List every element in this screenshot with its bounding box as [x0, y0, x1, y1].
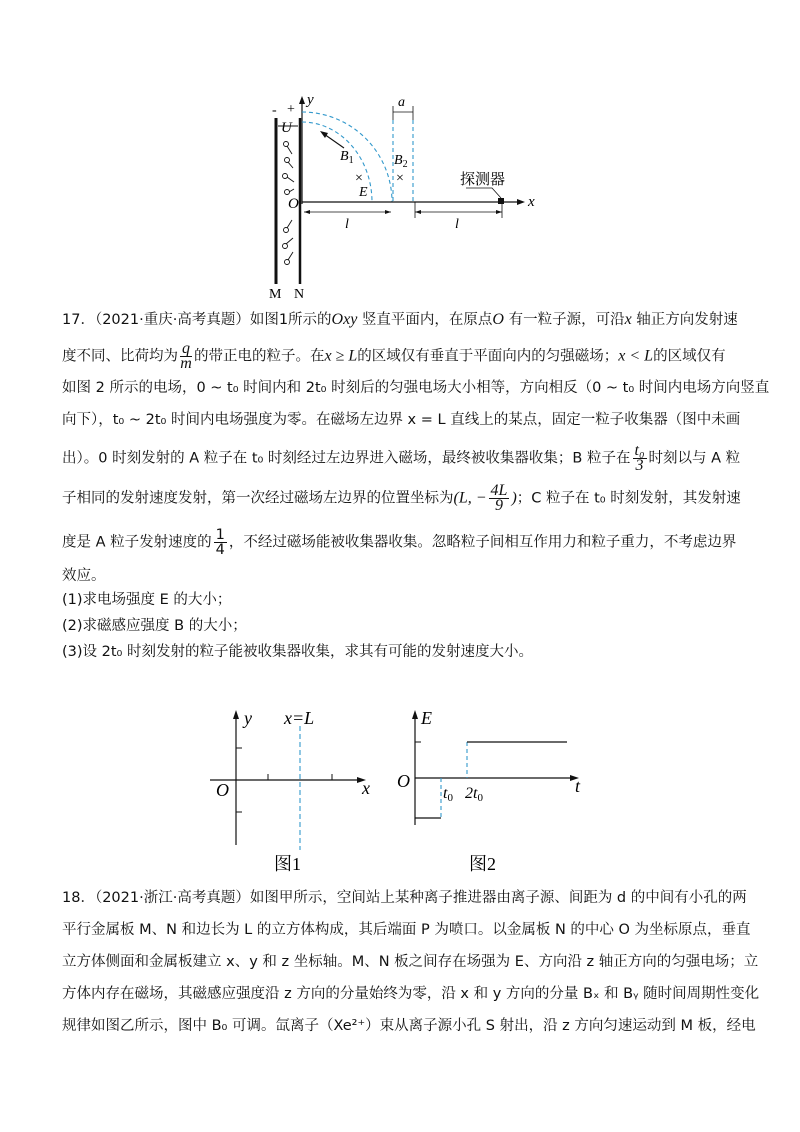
y-axis-arrowhead — [299, 96, 305, 104]
coord-open: (L, − — [453, 489, 487, 507]
frac-den: 3 — [635, 457, 644, 474]
b2-label: $B_2$ — [394, 153, 408, 170]
q18-text: 18．（2021·浙江·高考真题）如图甲所示，空间站上某种离子推进器由离子源、间距为 d 的中间有小孔的两 — [62, 890, 747, 906]
q17-sub-text: (3)设 2t₀ 时刻发射的粒子能被收集器收集，求其有可能的发射速度大小。 — [62, 644, 533, 660]
q17-sub-2 — [62, 616, 752, 636]
x-axis-arrowhead — [517, 199, 525, 205]
q17-text: 有一粒子源，可沿 — [503, 312, 625, 328]
frac-num: q — [182, 340, 190, 357]
q17-sub-text: (1)求电场强度 E 的大小； — [62, 592, 232, 608]
q18-line-4 — [62, 984, 760, 1004]
q17-sub-1 — [62, 590, 752, 610]
q18-text: 方体内存在磁场，其磁感应强度沿 z 方向的分量始终为零，沿 x 和 y 方向的分量 Bₓ 和 Bᵧ 随时间周期性变化 — [62, 986, 760, 1002]
coord-close: ) — [511, 489, 517, 507]
q17-origin: O — [492, 311, 504, 328]
quarter-frac — [214, 528, 227, 557]
fig1-boundary-label: x=L — [284, 708, 315, 728]
q17-cond-1: x ≥ L — [324, 347, 358, 365]
l1-label: l — [345, 217, 349, 232]
q18-text: 立方体侧面和金属板建立 x、y 和 z 坐标轴。M、N 板之间存在场强为 E、方向沿 z 轴正方向的匀强电场；立 — [62, 954, 759, 970]
q18-line-3 — [62, 952, 759, 972]
q18-text: 平行金属板 M、N 和边长为 L 的立方体构成，其后端面 P 为喷口。以金属板 N 的中心 O 为坐标原点，垂直 — [62, 922, 751, 938]
fig2-y-label: E — [421, 708, 432, 728]
voltage-label: U — [281, 120, 292, 136]
fig2-2t0-label: 2t0 — [465, 785, 483, 804]
q17-text: 的区域仅有垂直于平面向内的匀强磁场； — [357, 348, 619, 365]
q17-line-7 — [62, 528, 752, 557]
q17-x: x — [624, 311, 632, 328]
q17-text: 子相同的发射速度发射，第一次经过磁场左边界的位置坐标为 — [62, 490, 454, 507]
cross-mark-1: × — [355, 171, 363, 186]
fig2-caption: 图2 — [469, 854, 496, 874]
b1-label: $B_1$ — [340, 149, 354, 166]
minus-label: - — [272, 103, 277, 118]
q18-line-5 — [62, 1016, 756, 1036]
a-label: a — [398, 95, 405, 110]
q17-text: 效应。 — [62, 568, 106, 584]
fig1-y-arrowhead — [233, 710, 239, 719]
q17-text: 度不同、比荷均为 — [62, 348, 178, 365]
frac-num: 1 — [215, 527, 225, 543]
b1-arrowhead — [320, 131, 328, 138]
q17-text: 度是 A 粒子发射速度的 — [62, 534, 212, 551]
q17-line-2 — [62, 342, 752, 371]
q17-text: 出）。0 时刻发射的 A 粒子在 t₀ 时刻经过左边界进入磁场，最终被收集器收集；B 粒子在 — [62, 450, 631, 467]
q17-text: 竖直平面内，在原点 — [357, 312, 493, 328]
q17-sub-text: (2)求磁感应强度 B 的大小； — [62, 618, 247, 634]
e-label: E — [359, 185, 368, 200]
frac-den: 4 — [215, 542, 225, 558]
fig2-y-arrowhead — [412, 710, 418, 719]
plus-label: + — [287, 102, 295, 117]
frac-num: t₀ — [634, 442, 645, 459]
q17-text: 如图 2 所示的电场，0 ~ t₀ 时间内和 2t₀ 时刻后的匀强电场大小相等，方向相反（0 ~ t₀ 时间内电场方向竖直 — [62, 380, 770, 396]
q17-line-4 — [62, 410, 752, 430]
fig1-x-label: x — [362, 778, 370, 798]
q17-line-3 — [62, 378, 770, 398]
fig2-x-label: t — [575, 776, 581, 796]
q17-line-6 — [62, 484, 752, 513]
frac-num: 4L — [490, 482, 508, 499]
l1-arrow-right — [385, 210, 391, 214]
l1-arrow-left — [304, 210, 310, 214]
q17-text: 的区域仅有 — [653, 348, 726, 365]
q18-line-1 — [62, 888, 752, 908]
fig1-origin: O — [216, 780, 229, 800]
figure-mass-spectrometer — [260, 92, 540, 302]
plate-m-label: M — [269, 287, 282, 302]
origin-label: O — [288, 196, 299, 212]
q17-line-8 — [62, 566, 752, 586]
q17-text: 17．（2021·重庆·高考真题）如图1所示的 — [62, 312, 332, 328]
q17-sub-3 — [62, 642, 752, 662]
q18-line-2 — [62, 920, 752, 940]
q18-text: 规律如图乙所示，图中 B₀ 可调。氙离子（Xe²⁺）束从离子源小孔 S 射出，沿 z 方向匀速运动到 M 板，经电 — [62, 1018, 756, 1034]
q17-text: 向下），t₀ ~ 2t₀ 时间内电场强度为零。在磁场左边界 x = L 直线上的某点，固定一粒子收集器（图中未画 — [62, 412, 741, 428]
detector-leader — [466, 188, 501, 198]
q17-text: ，不经过磁场能被收集器收集。忽略粒子间相互作用力和粒子重力，不考虑边界 — [228, 534, 737, 551]
x-axis-label: x — [528, 194, 535, 210]
figure-1 — [200, 700, 390, 875]
cross-mark-2: × — [396, 171, 404, 186]
fig2-t0-label: t0 — [443, 785, 453, 804]
coord-frac — [489, 484, 510, 513]
q17-cond-2: x < L — [618, 347, 654, 365]
l2-label: l — [455, 217, 459, 232]
q17-line-1 — [62, 310, 752, 330]
charge-mass-ratio — [180, 342, 192, 371]
fig2-origin: O — [397, 771, 410, 791]
detector — [498, 198, 504, 204]
l2-arrow-right — [496, 210, 502, 214]
detector-label: 探测器 — [460, 172, 506, 188]
figure-2 — [395, 700, 595, 875]
fig1-caption: 图1 — [274, 854, 301, 874]
fig1-y-label: y — [244, 708, 252, 728]
plate-n-label: N — [294, 287, 305, 302]
q17-text: 的带正电的粒子。在 — [194, 348, 325, 365]
t0-third — [633, 444, 647, 473]
q17-text: 时刻以与 A 粒 — [648, 450, 741, 467]
q17-text: ；C 粒子在 t₀ 时刻发射，其发射速 — [516, 490, 741, 507]
frac-den: m — [180, 355, 192, 372]
l2-arrow-left — [415, 210, 421, 214]
q17-line-5 — [62, 444, 752, 473]
y-axis-label: y — [307, 92, 314, 108]
frac-den: 9 — [494, 497, 503, 514]
q17-text: 轴正方向发射速 — [631, 312, 738, 328]
q17-oxy: Oxy — [331, 311, 358, 328]
